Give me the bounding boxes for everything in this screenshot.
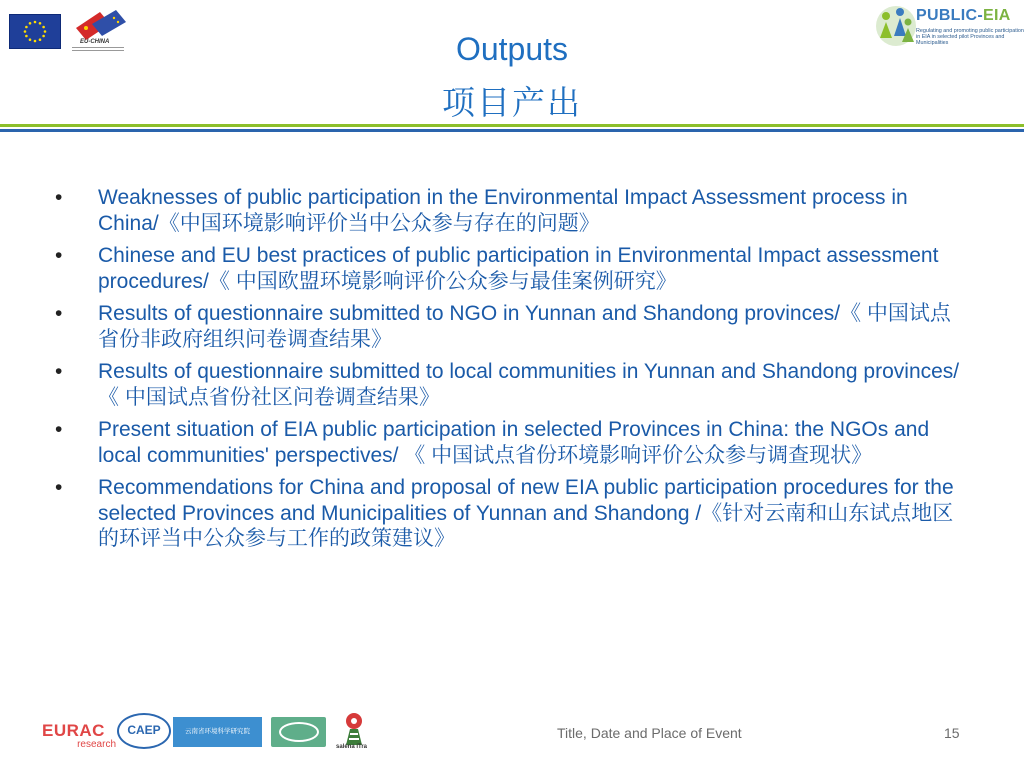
page-number: 15 — [944, 725, 960, 741]
public-eia-prefix: PUBLIC- — [916, 7, 983, 24]
eurac-logo-text: EURAC — [42, 721, 105, 740]
header-rule-green — [0, 124, 1024, 127]
outputs-list-item: • Results of questionnaire submitted to local communities in Yunnan and Shandong provinces/《 中国试点省份社区问卷调查结果》 — [50, 359, 960, 410]
green-org-logo — [271, 717, 326, 747]
outputs-list-item: • Recommendations for China and proposal of new EIA public participation procedures for the selected Provinces and Municipalities of Yunnan and Shandong /《针对云南和山东试点地区的环评当中公众参与工作的政策建议》 — [50, 475, 960, 552]
header-rule-blue — [0, 129, 1024, 132]
outputs-list-item: • Weaknesses of public participation in the Environmental Impact Assessment process in China/《中国环境影响评价当中公众参与存在的问题》 — [50, 185, 960, 236]
green-org-ring-icon — [279, 722, 319, 742]
public-eia-suffix: EIA — [982, 7, 1011, 24]
outputs-list — [50, 185, 960, 559]
tower-logo-label: saléna iTra — [336, 744, 368, 750]
eurac-logo-subtext: research — [77, 739, 116, 750]
outputs-list-item: • Present situation of EIA public participation in selected Provinces in China: the NGOs and local communities' perspectives/ 《 中国试点省份环境影响评价公众参与调查现状》 — [50, 417, 960, 468]
footer-event-text: Title, Date and Place of Event — [557, 725, 742, 741]
outputs-list-item: • Chinese and EU best practices of public participation in Environmental Impact assessment procedures/《 中国欧盟环境影响评价公众参与最佳案例研究》 — [50, 243, 960, 294]
eurac-logo — [42, 722, 118, 750]
yunnan-institute-logo: 云南省环境科学研究院 — [173, 717, 262, 747]
caep-logo-text: CAEP — [127, 723, 161, 737]
slide-title-chinese: 项目产出 — [442, 83, 582, 122]
eu-china-label: EU-CHINA — [80, 39, 110, 45]
caep-logo — [117, 713, 171, 749]
public-eia-tagline: Regulating and promoting public participation in EIA in selected pilot Provinces and Municipalities — [916, 28, 1024, 46]
outputs-list-item: • Results of questionnaire submitted to NGO in Yunnan and Shandong provinces/《 中国试点省份非政府组织问卷调查结果》 — [50, 301, 960, 352]
public-eia-wordmark — [916, 7, 1011, 25]
slide-title: Outputs — [455, 31, 569, 67]
